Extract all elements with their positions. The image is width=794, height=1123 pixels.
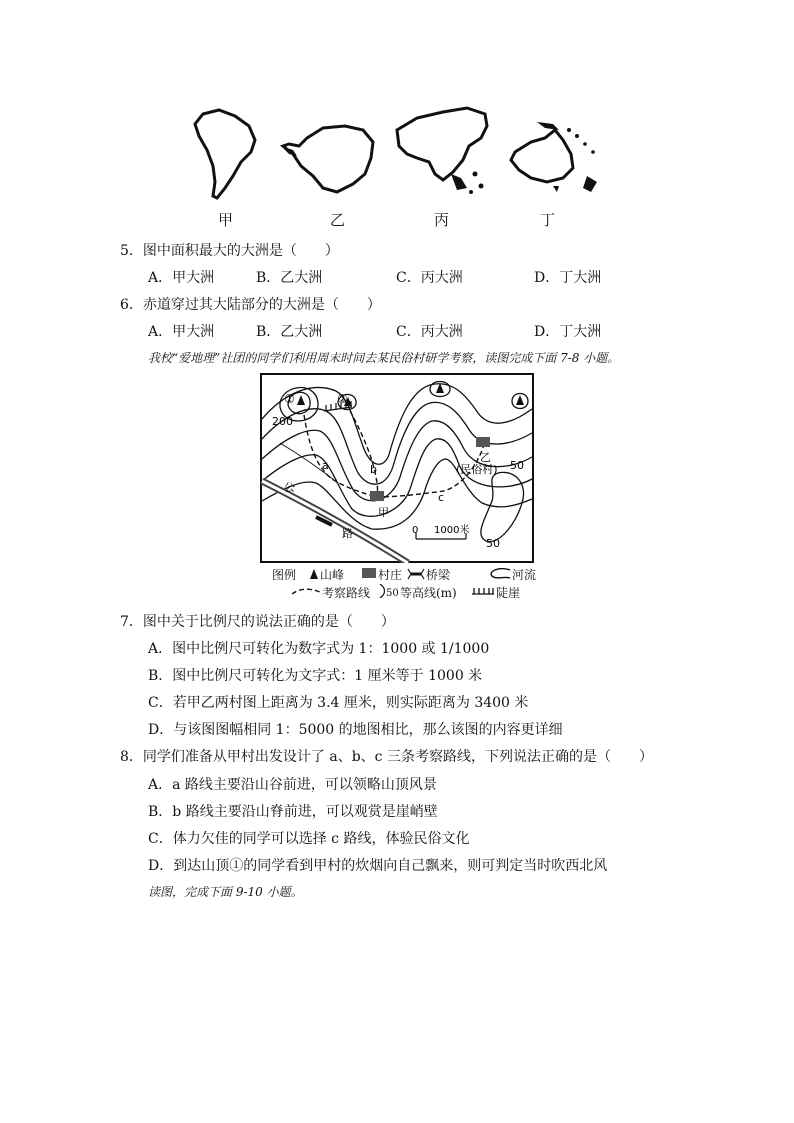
q6-option-b[interactable]: B．乙大洲 (256, 324, 323, 340)
road-label-2: 路 (342, 527, 353, 540)
legend-route: 考察路线 (322, 586, 371, 600)
route-b-label: b (370, 463, 377, 476)
q6-option-a[interactable]: A．甲大洲 (148, 324, 215, 340)
q7-option-d[interactable]: D．与该图图幅相同 1：5000 的地图相比，那么该图的内容更详细 (148, 722, 563, 738)
label-bing: 丙 (434, 211, 450, 229)
intro-9-10: 读图，完成下面 9-10 小题。 (148, 885, 303, 899)
legend-contour-value: 50 (386, 588, 399, 599)
legend-river-icon (488, 568, 512, 580)
label-ding: 丁 (540, 211, 556, 229)
road-label-1: 公 (284, 481, 295, 494)
contour-50-label-b: 50 (486, 537, 500, 550)
scale-length-label: 1000米 (434, 525, 470, 536)
legend-peak-icon (310, 569, 318, 579)
q7-stem: 7．图中关于比例尺的说法正确的是（ ） (120, 614, 395, 630)
contour-200-label: 200 (272, 415, 293, 428)
antarctica-shape (283, 126, 373, 192)
scale-zero-label: 0 (412, 525, 419, 536)
route-a-label: a (322, 459, 329, 472)
q8-stem: 8．同学们准备从甲村出发设计了 a、b、c 三条考察路线，下列说法正确的是（ ） (120, 749, 653, 765)
q8-option-c[interactable]: C．体力欠佳的同学可以选择 c 路线，体验民俗文化 (148, 831, 470, 847)
legend-cliff-icon (472, 586, 494, 596)
oceania-shape (511, 130, 573, 182)
label-jia: 甲 (218, 211, 234, 229)
legend-contour: 等高线(m) (400, 586, 457, 600)
q7-option-a[interactable]: A．图中比例尺可转化为数字式为 1：1000 或 1/1000 (148, 641, 490, 657)
q5-option-a[interactable]: A．甲大洲 (148, 270, 215, 286)
legend-village: 村庄 (378, 568, 403, 582)
legend-village-icon (362, 568, 376, 578)
legend-title: 图例 (272, 568, 297, 582)
contour-50-label-a: 50 (510, 459, 524, 472)
q5-option-d[interactable]: D．丁大洲 (534, 270, 602, 286)
legend-river: 河流 (512, 568, 537, 582)
legend-cliff: 陡崖 (496, 586, 521, 600)
village-yi-marker (476, 437, 490, 447)
legend-route-icon (290, 586, 322, 596)
legend-bridge-icon (406, 568, 426, 580)
q5-option-b[interactable]: B．乙大洲 (256, 270, 323, 286)
village-jia-label: 甲 (378, 506, 389, 519)
q5-stem: 5．图中面积最大的大洲是（ ） (120, 243, 339, 259)
q7-option-c[interactable]: C．若甲乙两村图上距离为 3.4 厘米，则实际距离为 3400 米 (148, 695, 529, 711)
topographic-map (260, 373, 534, 563)
intro-7-8: 我校“爱地理”社团的同学们利用周末时间去某民俗村研学考察，读图完成下面 7-8 小题。 (148, 351, 620, 365)
peak-2-label: ② (337, 392, 348, 406)
label-yi: 乙 (330, 211, 346, 229)
antarctic-peninsula-shape (281, 146, 297, 156)
q6-option-d[interactable]: D．丁大洲 (534, 324, 602, 340)
village-yi-label: 乙 (480, 451, 491, 464)
south-america-shape (195, 110, 255, 198)
q5-option-c[interactable]: C．丙大洲 (396, 270, 463, 286)
legend-peak: 山峰 (320, 568, 345, 582)
legend-bridge: 桥梁 (426, 568, 451, 582)
q8-option-a[interactable]: A．a 路线主要沿山谷前进，可以领略山顶风景 (148, 777, 437, 793)
q8-option-b[interactable]: B．b 路线主要沿山脊前进，可以观赏是崖峭壁 (148, 804, 438, 820)
route-c-label: c (438, 491, 445, 504)
village-jia-marker (370, 491, 384, 501)
village-yi-name: (民俗村) (456, 463, 498, 476)
q8-option-d[interactable]: D．到达山顶①的同学看到甲村的炊烟向自己飘来，则可判定当时吹西北风 (148, 858, 608, 874)
asia-shape (397, 108, 487, 180)
peak-1-label: ① (284, 392, 295, 406)
q6-stem: 6．赤道穿过其大陆部分的大洲是（ ） (120, 297, 381, 313)
q6-option-c[interactable]: C．丙大洲 (396, 324, 463, 340)
continents-figure (185, 100, 615, 205)
q7-option-b[interactable]: B．图中比例尺可转化为文字式：1 厘米等于 1000 米 (148, 668, 483, 684)
